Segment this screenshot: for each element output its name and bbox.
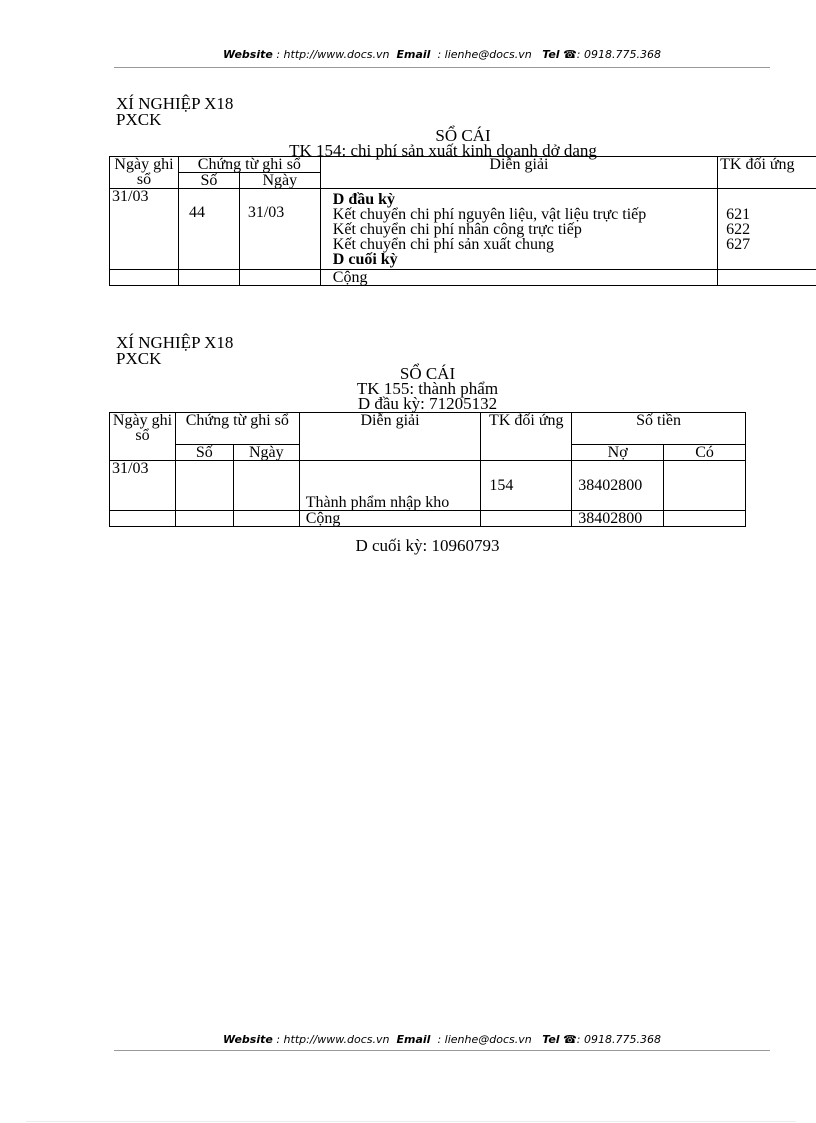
tel-label: Tel bbox=[542, 1033, 560, 1046]
website-value[interactable]: : http://www.docs.vn bbox=[276, 48, 390, 61]
col-desc-header: Diễn giải bbox=[299, 413, 481, 461]
tel-label: Tel bbox=[542, 48, 560, 61]
ledger2-closing: D cuối kỳ: 10960793 bbox=[355, 536, 500, 555]
table-row bbox=[110, 461, 746, 511]
row-voucher-no: 44 bbox=[178, 189, 239, 270]
ledger2-unit: PXCK bbox=[116, 349, 162, 368]
opening-balance-label: D đầu kỳ bbox=[332, 191, 396, 208]
ledger1-title-block bbox=[110, 128, 816, 158]
col-date-header: Ngày ghi sổ bbox=[110, 413, 176, 461]
account-code: 627 bbox=[726, 236, 751, 253]
footer-divider bbox=[114, 1050, 770, 1051]
account-code: 621 bbox=[726, 206, 751, 223]
col-voucher-header: Chứng từ ghi sổ bbox=[178, 157, 320, 173]
website-label: Website bbox=[223, 48, 273, 61]
col-amount-header: Số tiền bbox=[572, 413, 746, 445]
row-debit: 38402800 bbox=[572, 461, 664, 511]
phone-icon: ☎ bbox=[563, 48, 577, 61]
ledger2-opening: D đầu kỳ: 71205132 bbox=[357, 394, 498, 413]
total-row bbox=[110, 511, 746, 527]
tel-value: : 0918.775.368 bbox=[576, 48, 661, 61]
col-debit-header: Nợ bbox=[572, 445, 664, 461]
table-row bbox=[110, 189, 816, 270]
ledger2-subtitle: TK 155: thành phẩm bbox=[356, 379, 499, 398]
total-label: Cộng bbox=[320, 270, 717, 286]
page-edge bbox=[26, 1121, 796, 1122]
account-code: 622 bbox=[726, 221, 751, 238]
ledger1-org-name: XÍ NGHIỆP X18 bbox=[116, 94, 234, 113]
col-voucher-no-header: Số bbox=[178, 173, 239, 189]
email-label: Email bbox=[396, 1033, 431, 1046]
col-date-header: Ngày ghi sổ bbox=[110, 157, 179, 189]
entry-desc: Kết chuyển chi phí sản xuất chung bbox=[332, 236, 555, 253]
website-value[interactable]: : http://www.docs.vn bbox=[276, 1033, 390, 1046]
col-voucher-date-header: Ngày bbox=[239, 173, 320, 189]
ledger1-unit: PXCK bbox=[116, 110, 162, 129]
website-label: Website bbox=[223, 1033, 273, 1046]
total-debit: 38402800 bbox=[572, 511, 664, 527]
ledger1-org bbox=[116, 96, 233, 128]
row-date: 31/03 bbox=[110, 189, 179, 270]
header-divider bbox=[114, 67, 770, 68]
col-voucher-date-header: Ngày bbox=[233, 445, 299, 461]
ledger2-title: SỔ CÁI bbox=[399, 364, 456, 383]
row-desc: Thành phẩm nhập kho bbox=[299, 461, 481, 511]
closing-balance-label: D cuối kỳ bbox=[332, 251, 398, 268]
ledger1-title: SỔ CÁI bbox=[435, 126, 491, 145]
page-footer bbox=[114, 1033, 770, 1046]
ledger2-org bbox=[116, 335, 233, 367]
col-credit-header: Có bbox=[664, 445, 746, 461]
ledger1-subtitle: TK 154: chi phí sản xuất kinh doanh dở dang bbox=[289, 141, 597, 160]
email-value[interactable]: : lienhe@docs.vn bbox=[437, 48, 532, 61]
phone-icon: ☎ bbox=[563, 1033, 577, 1046]
ledger1-table bbox=[109, 156, 816, 286]
row-account: 154 bbox=[481, 461, 572, 511]
total-row bbox=[110, 270, 816, 286]
col-account-header: TK đối ứng bbox=[481, 413, 572, 461]
ledger2-title-block bbox=[109, 366, 746, 411]
entry-desc: Kết chuyển chi phí nguyên liệu, vật liệu trực tiếp bbox=[332, 206, 647, 223]
row-desc bbox=[320, 189, 717, 270]
total-label: Cộng bbox=[299, 511, 481, 527]
col-desc-header: Diễn giải bbox=[320, 157, 717, 189]
tel-value: : 0918.775.368 bbox=[576, 1033, 661, 1046]
ledger2-table bbox=[109, 412, 746, 527]
row-account bbox=[718, 189, 816, 270]
col-account-header: TK đối ứng bbox=[718, 157, 816, 189]
col-voucher-no-header: Số bbox=[175, 445, 233, 461]
row-date: 31/03 bbox=[110, 461, 176, 511]
col-voucher-header: Chứng từ ghi sổ bbox=[175, 413, 299, 445]
row-voucher-date: 31/03 bbox=[239, 189, 320, 270]
email-label: Email bbox=[396, 48, 431, 61]
email-value[interactable]: : lienhe@docs.vn bbox=[437, 1033, 532, 1046]
entry-desc: Kết chuyển chi phí nhân công trực tiếp bbox=[332, 221, 582, 238]
ledger2-org-name: XÍ NGHIỆP X18 bbox=[116, 333, 234, 352]
page-header bbox=[114, 48, 770, 61]
